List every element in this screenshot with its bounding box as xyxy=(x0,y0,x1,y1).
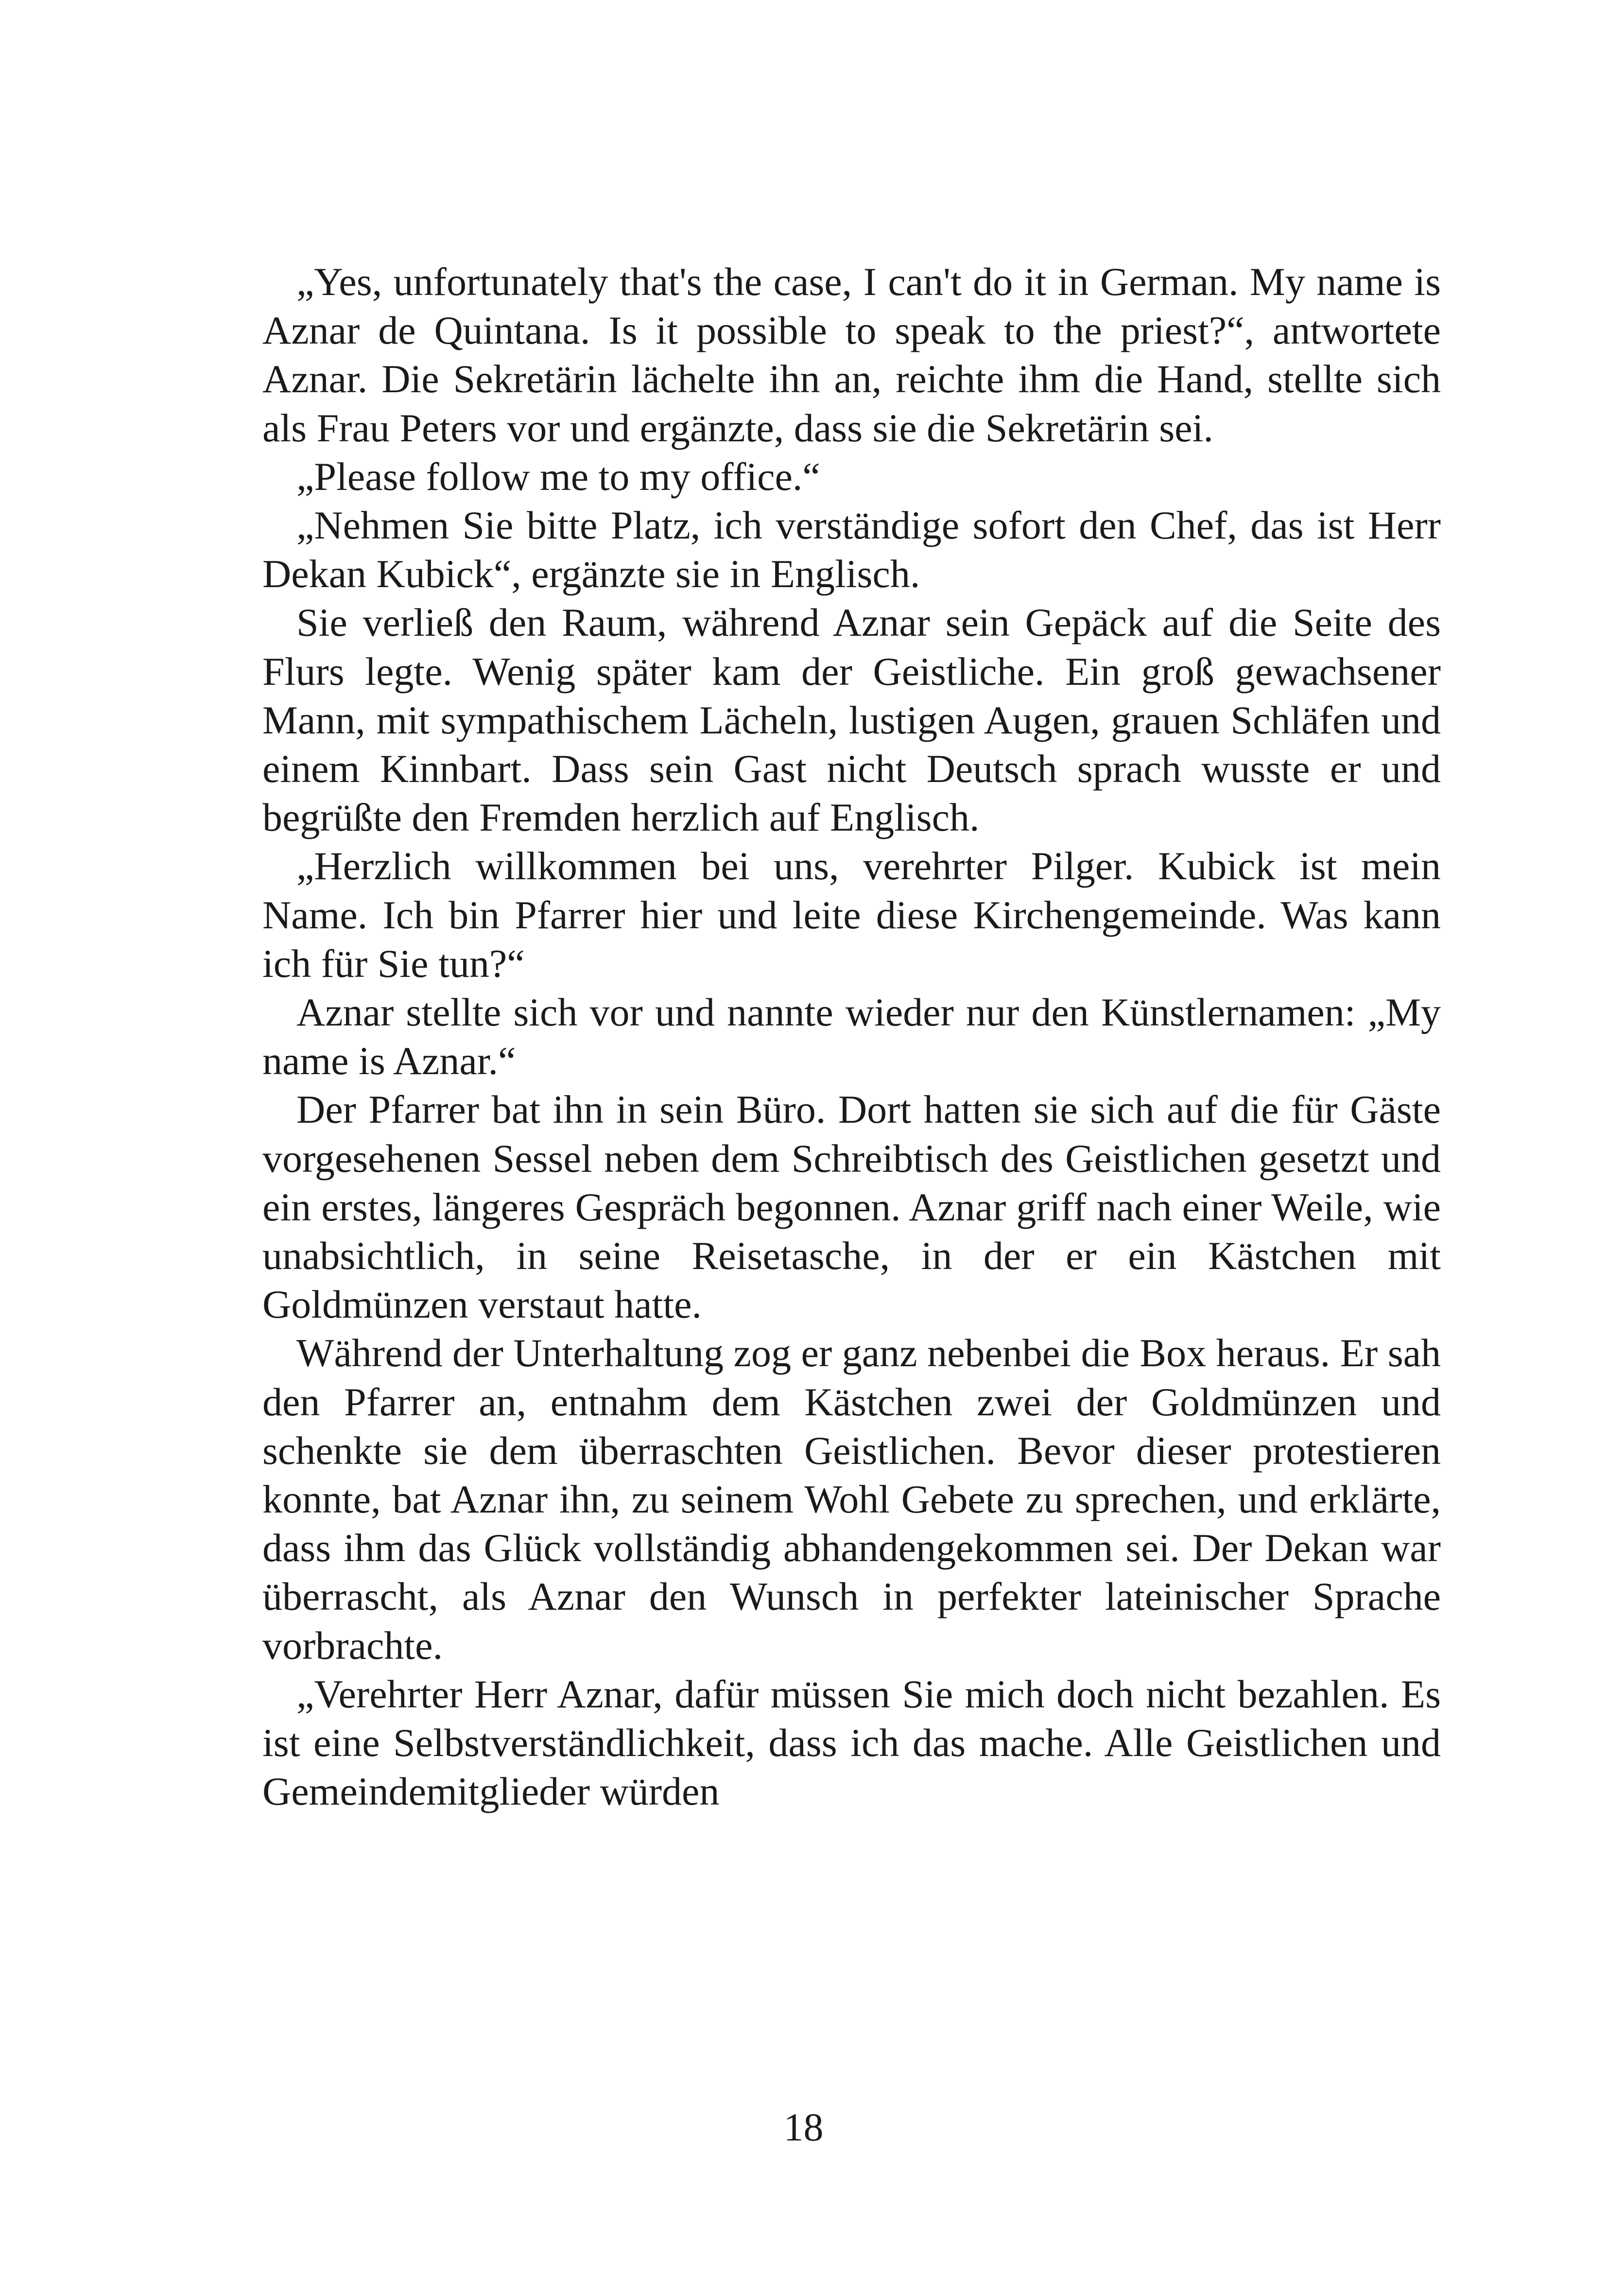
paragraph: „Nehmen Sie bitte Platz, ich verständige sofort den Chef, das ist Herr Dekan Kubick“, ergänzte sie in Englisch. xyxy=(262,503,1441,596)
paragraph: „Verehrter Herr Aznar, dafür müssen Sie mich doch nicht bezahlen. Es ist eine Selbstverständlichkeit, dass ich das mache. Alle Geistlichen und Gemeindemitglieder würden xyxy=(262,1671,1441,1814)
paragraph: „Please follow me to my office.“ xyxy=(296,454,820,499)
paragraph: Sie verließ den Raum, während Aznar sein Gepäck auf die Seite des Flurs legte. Wenig später kam der Geistliche. Ein groß gewachsener Mann, mit sympathischem Lächeln, lustigen Augen, grauen Schläfen und einem Kinnbart. Dass sein Gast nicht Deutsch sprach wusste er und begrüßte den Fremden herzlich auf Englisch. xyxy=(262,600,1441,840)
paragraph: „Herzlich willkommen bei uns, verehrter Pilger. Kubick ist mein Name. Ich bin Pfarrer hier und leite diese Kirchengemeinde. Was kann ich für Sie tun?“ xyxy=(262,844,1441,986)
paragraph: Der Pfarrer bat ihn in sein Büro. Dort hatten sie sich auf die für Gäste vorgesehenen Sessel neben dem Schreibtisch des Geistlichen gesetzt und ein erstes, längeres Gespräch begonnen. Aznar griff nach einer Weile, wie unabsichtlich, in seine Reisetasche, in der er ein Kästchen mit Goldmünzen verstaut hatte. xyxy=(262,1087,1441,1327)
body-text xyxy=(262,258,1441,1816)
page-number: 18 xyxy=(783,2105,824,2149)
paragraph: Aznar stellte sich vor und nannte wieder nur den Künstlernamen: „My name is Aznar.“ xyxy=(262,990,1441,1083)
paragraph: Während der Unterhaltung zog er ganz nebenbei die Box heraus. Er sah den Pfarrer an, entnahm dem Kästchen zwei der Goldmünzen und schenkte sie dem überraschten Geistlichen. Bevor dieser protestieren konnte, bat Aznar ihn, zu seinem Wohl Gebete zu sprechen, und erklärte, dass ihm das Glück vollständig abhandengekommen sei. Der Dekan war überrascht, als Aznar den Wunsch in perfekter lateinischer Sprache vorbrachte. xyxy=(262,1331,1441,1668)
paragraph: „Yes, unfortunately that's the case, I can't do it in German. My name is Aznar de Quintana. Is it possible to speak to the priest?“, antwortete Aznar. Die Sekretärin lächelte ihn an, reichte ihm die Hand, stellte sich als Frau Peters vor und ergänzte, dass sie die Sekretärin sei. xyxy=(262,260,1441,450)
